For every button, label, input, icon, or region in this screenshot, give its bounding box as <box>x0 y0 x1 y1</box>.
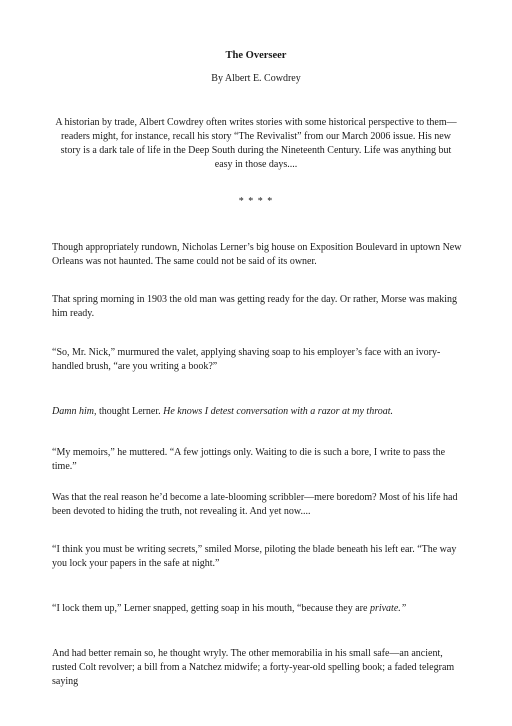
author-byline: By Albert E. Cowdrey <box>211 73 301 84</box>
paragraph-3: “So, Mr. Nick,” murmured the valet, applying shaving soap to his employer’s face with an ivory-handled brush, “are you writing a book?” <box>52 347 441 372</box>
section-separator: * * * * <box>238 196 274 207</box>
paragraph-8-plain: “I lock them up,” Lerner snapped, getting soap in his mouth, “because they are <box>52 603 370 614</box>
paragraph-5: “My memoirs,” he muttered. “A few jottings only. Waiting to die is such a bore, I write to pass the time.” <box>52 447 446 472</box>
paragraph-4-italic-start: Damn him, <box>52 406 97 417</box>
paragraph-2: That spring morning in 1903 the old man was getting ready for the day. Or rather, Morse was making him ready. <box>52 294 457 319</box>
intro-blurb: A historian by trade, Albert Cowdrey often writes stories with some historical perspective to them—readers might, for instance, recall his story “The Revivalist” from our March 2006 issue. His new story is a dark tale of life in the Deep South during the Nineteenth Century. Life was anything but easy in those days.... <box>55 117 457 170</box>
paragraph-9: And had better remain so, he thought wryly. The other memorabilia in his small safe—an ancient, rusted Colt revolver; a bill from a Natchez midwife; a forty-year-old spelling book; a faded telegram saying <box>52 648 455 687</box>
paragraph-1: Though appropriately rundown, Nicholas Lerner’s big house on Exposition Boulevard in uptown New Orleans was not haunted. The same could not be said of its owner. <box>52 242 462 267</box>
paragraph-4 <box>52 405 464 419</box>
paragraph-4-italic-end: He knows I detest conversation with a razor at my throat. <box>163 406 393 417</box>
paragraph-8 <box>52 602 464 616</box>
story-title: The Overseer <box>225 50 287 61</box>
paragraph-6: Was that the real reason he’d become a late-blooming scribbler—mere boredom? Most of his life had been devoted to hiding the truth, not revealing it. And yet now.... <box>52 492 458 517</box>
paragraph-4-plain: thought Lerner. <box>96 406 164 417</box>
paragraph-7: “I think you must be writing secrets,” smiled Morse, piloting the blade beneath his left ear. “The way you lock your papers in the safe at night.” <box>52 544 457 569</box>
paragraph-8-italic: private.” <box>369 603 407 614</box>
